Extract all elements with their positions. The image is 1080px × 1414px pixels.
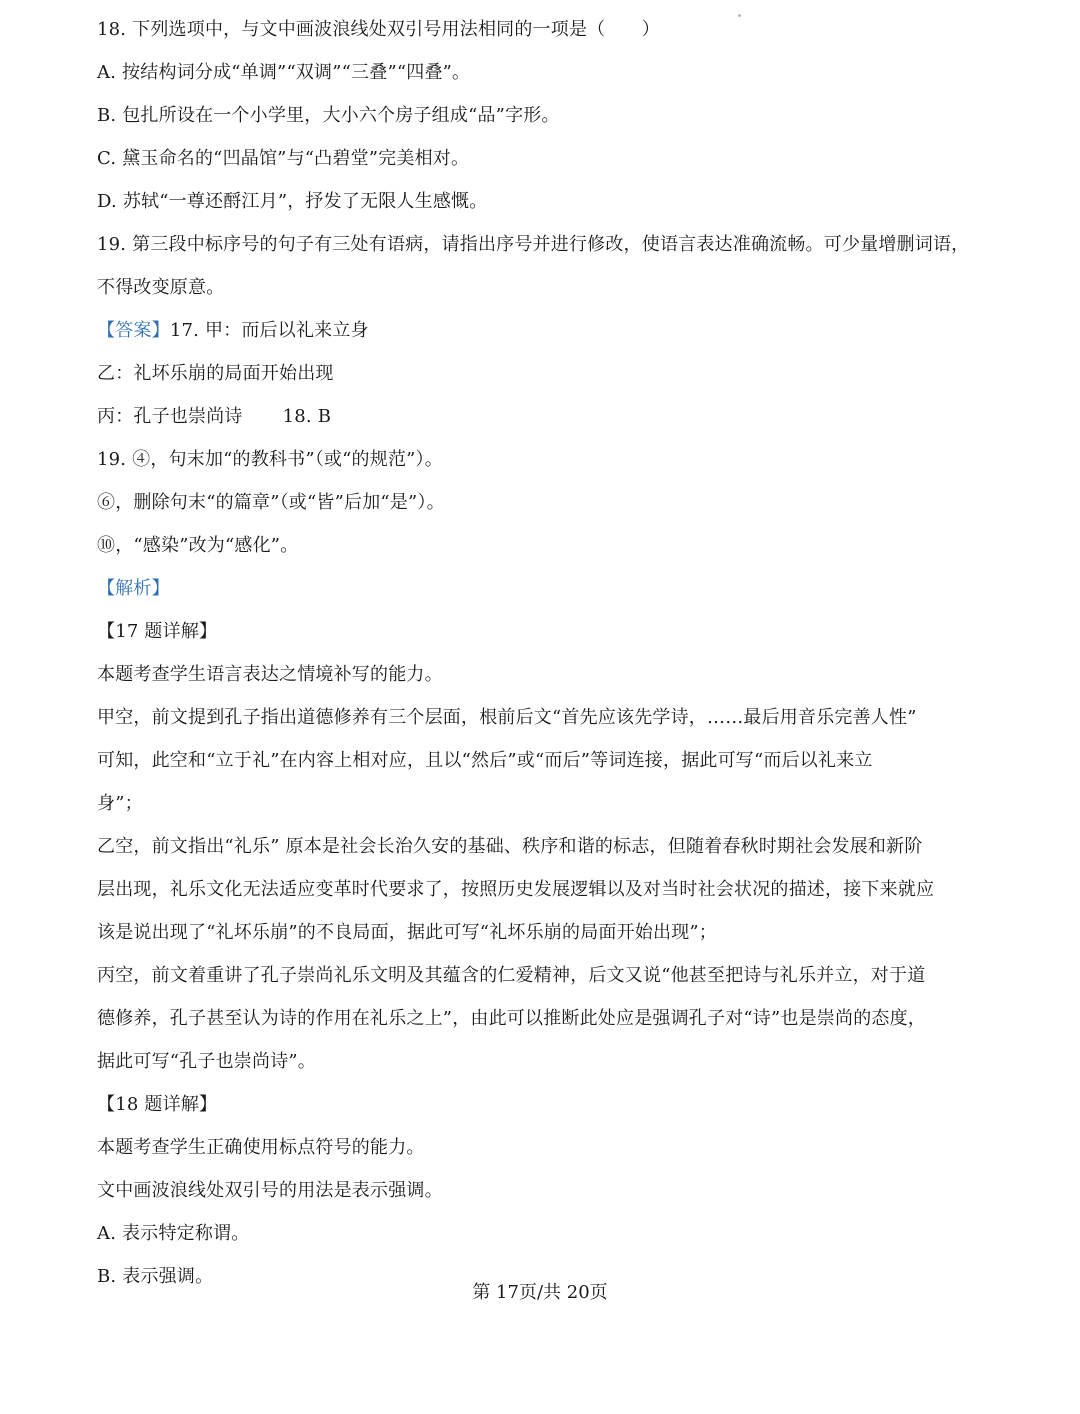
question-19-stem-line-2: 不得改变原意。 xyxy=(97,277,225,298)
detail-17-intro: 本题考查学生语言表达之情境补写的能力。 xyxy=(97,664,443,685)
answer-17-jia-line xyxy=(97,309,997,352)
answer-label: 【答案】 xyxy=(97,320,170,341)
question-18-stem: 18. 下列选项中，与文中画波浪线处双引号用法相同的一项是（ ） xyxy=(97,19,660,40)
detail-17-jia-line-2: 可知，此空和“立于礼”在内容上相对应，且以“然后”或“而后”等词连接，据此可写“而后以礼来立 xyxy=(97,750,873,771)
answer-17-jia: 17. 甲：而后以礼来立身 xyxy=(169,320,369,341)
question-18-option-b: B. 包扎所设在一个小学里，大小六个房子组成“品”字形。 xyxy=(97,105,560,126)
detail-17-yi-line-2: 层出现，礼乐文化无法适应变革时代要求了，按照历史发展逻辑以及对当时社会状况的描述，接下来就应 xyxy=(97,879,935,900)
detail-17-title: 【17 题详解】 xyxy=(97,621,218,642)
detail-18-option-b: B. 表示强调。 xyxy=(97,1266,214,1287)
answer-19-item-3: ⑩，“感染”改为“感化”。 xyxy=(97,535,299,556)
detail-17-jia-line-1: 甲空，前文提到孔子指出道德修养有三个层面，根前后文“首先应该先学诗，……最后用音乐完善人性” xyxy=(97,707,917,728)
detail-17-yi-line-1: 乙空，前文指出“礼乐” 原本是社会长治久安的基础、秩序和谐的标志，但随着春秋时期社会发展和新阶 xyxy=(97,836,923,857)
question-18-option-c: C. 黛玉命名的“凹晶馆”与“凸碧堂”完美相对。 xyxy=(97,148,470,169)
answer-17-bing-line xyxy=(97,395,997,438)
detail-18-title: 【18 题详解】 xyxy=(97,1094,218,1115)
detail-18-usage: 文中画波浪线处双引号的用法是表示强调。 xyxy=(97,1180,443,1201)
detail-17-bing-line-3: 据此可写“孔子也崇尚诗”。 xyxy=(97,1051,317,1072)
answer-17-bing: 丙：孔子也崇尚诗 xyxy=(97,406,243,427)
detail-17-bing-line-2: 德修养，孔子甚至认为诗的作用在礼乐之上”，由此可以推断此处应是强调孔子对“诗”也是崇尚的态度， xyxy=(97,1008,927,1029)
analysis-label: 【解析】 xyxy=(97,578,170,599)
detail-17-bing-line-1: 丙空，前文着重讲了孔子崇尚礼乐文明及其蕴含的仁爱精神，后文又说“他甚至把诗与礼乐并立，对于道 xyxy=(97,965,926,986)
detail-17-yi-line-3: 该是说出现了“礼坏乐崩”的不良局面，据此可写“礼坏乐崩的局面开始出现”； xyxy=(97,922,718,943)
page-number: 第 17页/共 20页 xyxy=(472,1282,608,1303)
detail-18-option-a: A. 表示特定称谓。 xyxy=(97,1223,250,1244)
answer-17-yi: 乙：礼坏乐崩的局面开始出现 xyxy=(97,363,334,384)
question-18-option-d: D. 苏轼“一尊还酹江月”，抒发了无限人生感慨。 xyxy=(97,191,488,212)
answer-19-item-2: ⑥，删除句末“的篇章”（或“皆”后加“是”）。 xyxy=(97,492,445,513)
document-content xyxy=(97,8,997,1298)
answer-18: 18. B xyxy=(282,406,332,427)
question-18-option-a: A. 按结构词分成“单调”“双调”“三叠”“四叠”。 xyxy=(97,62,471,83)
answer-19-item-1: 19. ④，句末加“的教科书”（或“的规范”）。 xyxy=(97,449,443,470)
detail-18-intro: 本题考查学生正确使用标点符号的能力。 xyxy=(97,1137,425,1158)
question-19-stem-line-1: 19. 第三段中标序号的句子有三处有语病，请指出序号并进行修改，使语言表达准确流畅。可少量增删词语， xyxy=(97,234,970,255)
detail-17-jia-line-3: 身”； xyxy=(97,793,143,814)
